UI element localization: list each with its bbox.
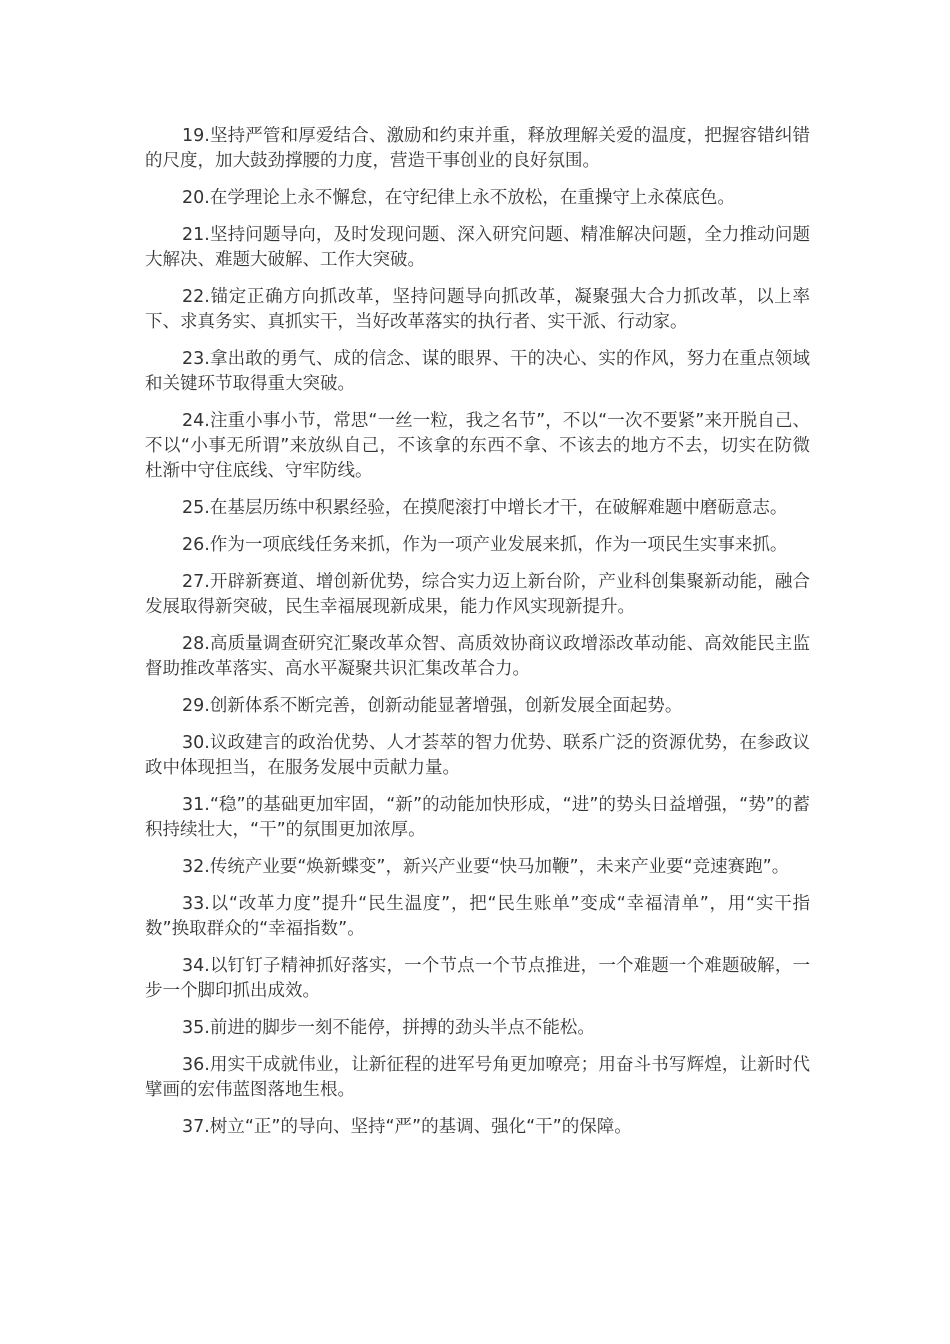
paragraph-30: 30.议政建言的政治优势、人才荟萃的智力优势、联系广泛的资源优势，在参政议政中体现担当，在服务发展中贡献力量。	[145, 733, 810, 778]
paragraph-26: 26.作为一项底线任务来抓，作为一项产业发展来抓，作为一项民生实事来抓。	[182, 535, 788, 555]
paragraph-22: 22.锚定正确方向抓改革，坚持问题导向抓改革，凝聚强大合力抓改革，以上率下、求真务实、真抓实干，当好改革落实的执行者、实干派、行动家。	[145, 287, 810, 332]
paragraph-37: 37.树立“正”的导向、坚持“严”的基调、强化“干”的保障。	[182, 1117, 632, 1137]
paragraph-21: 21.坚持问题导向，及时发现问题、深入研究问题、精准解决问题，全力推动问题大解决、难题大破解、工作大突破。	[145, 225, 810, 270]
paragraph-19: 19.坚持严管和厚爱结合、激励和约束并重，释放理解关爱的温度，把握容错纠错的尺度，加大鼓劲撑腰的力度，营造干事创业的良好氛围。	[145, 126, 810, 171]
paragraph-34: 34.以钉钉子精神抓好落实，一个节点一个节点推进，一个难题一个难题破解，一步一个脚印抓出成效。	[145, 956, 810, 1001]
paragraph-23: 23.拿出敢的勇气、成的信念、谋的眼界、干的决心、实的作风，努力在重点领域和关键环节取得重大突破。	[145, 349, 810, 394]
paragraph-25: 25.在基层历练中积累经验，在摸爬滚打中增长才干，在破解难题中磨砺意志。	[182, 498, 788, 518]
paragraph-29: 29.创新体系不断完善，创新动能显著增强，创新发展全面起势。	[182, 696, 683, 716]
paragraph-31: 31.“稳”的基础更加牢固，“新”的动能加快形成，“进”的势头日益增强，“势”的蓄积持续壮大，“干”的氛围更加浓厚。	[145, 795, 810, 840]
paragraph-32: 32.传统产业要“焕新蝶变”，新兴产业要“快马加鞭”，未来产业要“竞速赛跑”。	[182, 857, 790, 877]
paragraph-28: 28.高质量调查研究汇聚改革众智、高质效协商议政增添改革动能、高效能民主监督助推改革落实、高水平凝聚共识汇集改革合力。	[145, 634, 810, 679]
paragraph-24: 24.注重小事小节，常思“一丝一粒，我之名节”，不以“一次不要紧”来开脱自己、不以“小事无所谓”来放纵自己，不该拿的东西不拿、不该去的地方不去，切实在防微杜渐中守住底线、守牢防线。	[145, 411, 810, 481]
paragraph-20: 20.在学理论上永不懈怠，在守纪律上永不放松，在重操守上永葆底色。	[182, 188, 735, 208]
paragraph-36: 36.用实干成就伟业，让新征程的进军号角更加嘹亮；用奋斗书写辉煌，让新时代擘画的宏伟蓝图落地生根。	[145, 1055, 810, 1100]
paragraph-35: 35.前进的脚步一刻不能停，拼搏的劲头半点不能松。	[182, 1018, 595, 1038]
paragraph-27: 27.开辟新赛道、增创新优势，综合实力迈上新台阶，产业科创集聚新动能，融合发展取得新突破，民生幸福展现新成果，能力作风实现新提升。	[145, 572, 810, 617]
document-page	[145, 124, 810, 1152]
paragraph-33: 33.以“改革力度”提升“民生温度”，把“民生账单”变成“幸福清单”，用“实干指数”换取群众的“幸福指数”。	[145, 894, 810, 939]
